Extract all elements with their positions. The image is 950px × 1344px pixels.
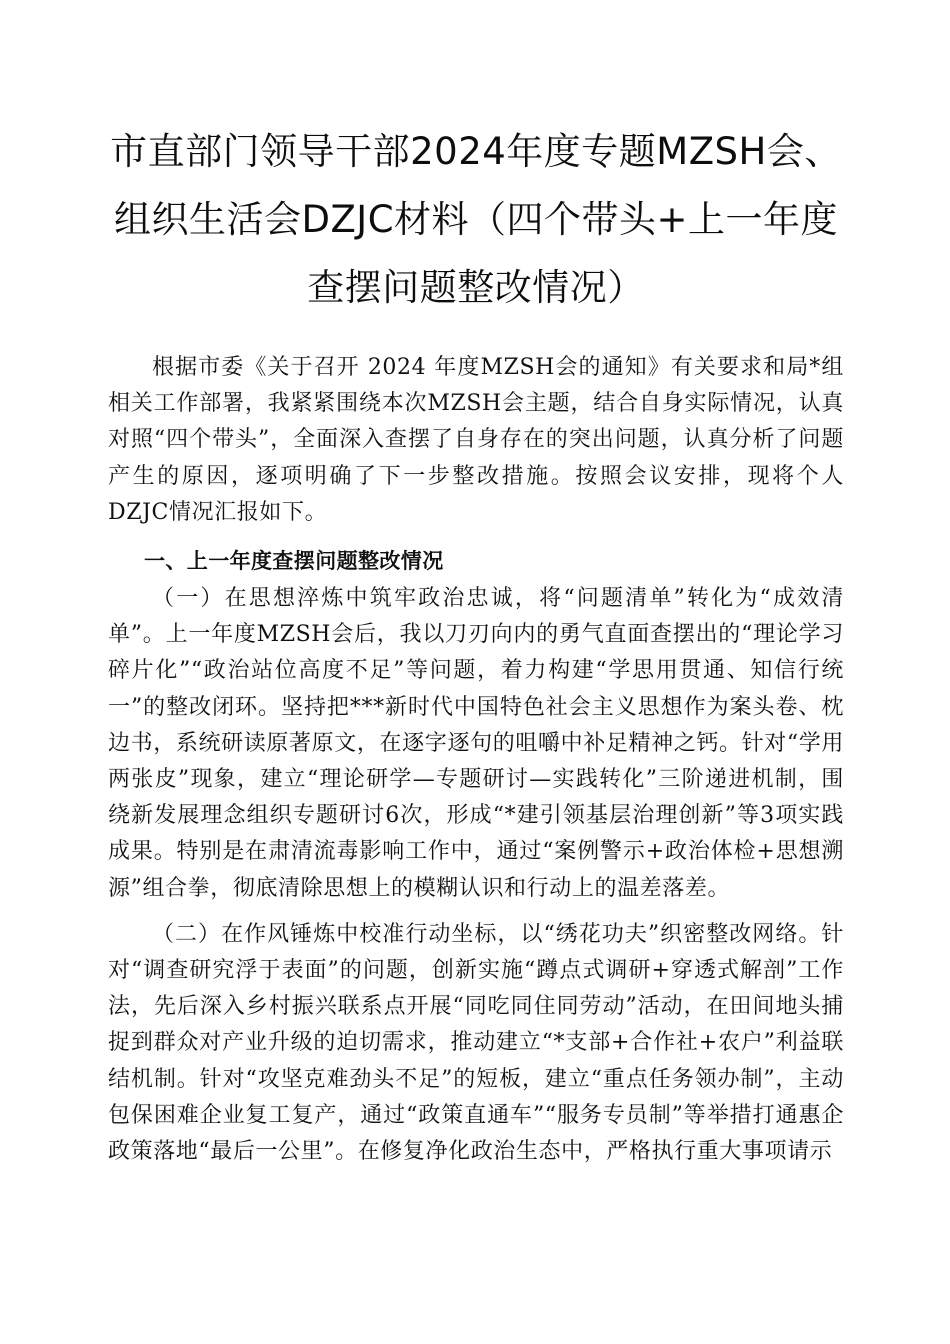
document-title: 市直部门领导干部2024年度专题MZSH会、组织生活会DZJC材料（四个带头+上一年度查摆问题整改情况） [110,130,842,309]
body-paragraph-1: （一）在思想淬炼中筑牢政治忠诚，将“问题清单”转化为“成效清单”。上一年度MZSH会后，我以刀刃向内的勇气直面查摆出的“理论学习碎片化”“政治站位高度不足”等问题，着力构建“学思用贯通、知信行统一”的整改闭环。坚持把***新时代中国特色社会主义思想作为案头卷、枕边书，系统研读原著原文，在逐字逐句的咀嚼中补足精神之钙。针对“学用两张皮”现象，建立“理论研学—专题研讨—实践转化”三阶递进机制，围绕新发展理念组织专题研讨6次，形成“*建引领基层治理创新”等3项实践成果。特别是在肃清流毒影响工作中，通过“案例警示+政治体检+思想溯源”组合拳，彻底清除思想上的模糊认识和行动上的温差落差。 [108,586,844,901]
section-heading: 一、上一年度查摆问题整改情况 [144,549,444,574]
intro-paragraph: 根据市委《关于召开 2024 年度MZSH会的通知》有关要求和局*组相关工作部署，我紧紧围绕本次MZSH会主题，结合自身实际情况，认真对照“四个带头”，全面深入查摆了自身存在的突出问题，认真分析了问题产生的原因，逐项明确了下一步整改措施。按照会议安排，现将个人DZJC情况汇报如下。 [108,355,844,525]
body-paragraph-2: （二）在作风锤炼中校准行动坐标，以“绣花功夫”织密整改网络。针对“调查研究浮于表面”的问题，创新实施“蹲点式调研+穿透式解剖”工作法，先后深入乡村振兴联系点开展“同吃同住同劳动”活动，在田间地头捕捉到群众对产业升级的迫切需求，推动建立“*支部+合作社+农户”利益联结机制。针对“攻坚克难劲头不足”的短板，建立“重点任务领办制”，主动包保困难企业复工复产，通过“政策直通车”“服务专员制”等举措打通惠企政策落地“最后一公里”。在修复净化政治生态中，严格执行重大事项请示 [108,921,844,1165]
